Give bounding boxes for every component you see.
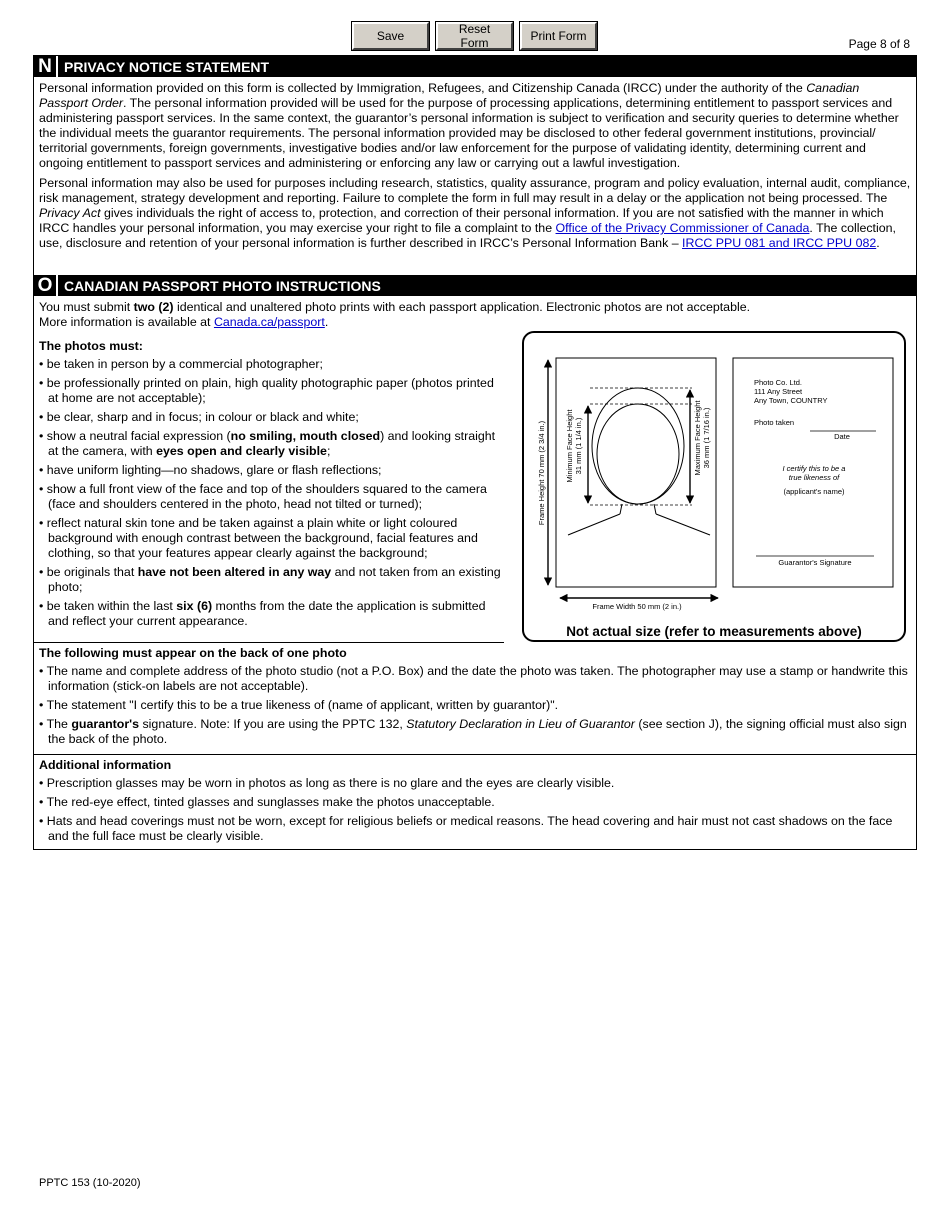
date-label: Date (834, 432, 850, 441)
list-item: • The guarantor's signature. Note: If you are using the PPTC 132, Statutory Declaration in Lieu of Guarantor (see section J), the signing official must also sign the back of the photo. (39, 717, 911, 747)
divider (34, 642, 504, 643)
photo-diagram (522, 331, 906, 642)
privacy-notice (34, 77, 916, 256)
section-title: PRIVACY NOTICE STATEMENT (64, 58, 270, 75)
certify-line-2: true likeness of (788, 473, 840, 482)
back-requirements-title: The following must appear on the back of one photo (39, 646, 347, 660)
list-item: • be clear, sharp and in focus; in colour or black and white; (39, 410, 504, 425)
list-item: • show a neutral facial expression (no smiling, mouth closed) and looking straight at the camera, with eyes open and clearly visible; (39, 429, 504, 459)
frame-width-label: Frame Width 50 mm (2 in.) (592, 602, 682, 611)
section-title: CANADIAN PASSPORT PHOTO INSTRUCTIONS (64, 277, 381, 294)
studio-town: Any Town, COUNTRY (754, 396, 828, 405)
list-item: • The name and complete address of the photo studio (not a P.O. Box) and the date the photo was taken. The photographer may use a stamp or handwrite this information (stick-on labels are not acceptable). (39, 664, 911, 694)
form-page (33, 55, 917, 850)
ircc-ppu-link[interactable]: IRCC PPU 081 and IRCC PPU 082 (682, 236, 877, 250)
max-face-value: 36 mm (1 7/16 in.) (702, 407, 711, 469)
certify-line-1: I certify this to be a (782, 464, 846, 473)
save-button[interactable]: Save (352, 22, 429, 50)
list-item: • reflect natural skin tone and be taken against a plain white or light coloured background with enough contrast between the background, facial features and clothing, so that your features appear clearly against the background; (39, 516, 504, 561)
list-item: • have uniform lighting—no shadows, glare or flash reflections; (39, 463, 504, 478)
section-letter: O (34, 275, 58, 296)
studio-street: 111 Any Street (754, 387, 803, 396)
additional-information-title: Additional information (39, 758, 172, 772)
studio-name: Photo Co. Ltd. (754, 378, 802, 387)
additional-information (39, 758, 911, 844)
section-n-header (34, 56, 916, 77)
max-face-oval (592, 388, 684, 504)
form-toolbar (352, 22, 597, 50)
back-of-photo-requirements (39, 646, 911, 747)
photo-requirements (39, 339, 504, 629)
reset-form-button[interactable]: Reset Form (436, 22, 513, 50)
list-item: • Prescription glasses may be worn in photos as long as there is no glare and the eyes are clearly visible. (39, 776, 911, 791)
requirements-title: The photos must: (39, 339, 143, 353)
list-item: • be originals that have not been altered in any way and not taken from an existing photo; (39, 565, 504, 595)
guarantor-signature-label: Guarantor's Signature (778, 558, 852, 567)
list-item: • The statement "I certify this to be a true likeness of (name of applicant, written by guarantor)". (39, 698, 911, 713)
list-item: • be professionally printed on plain, high quality photographic paper (photos printed at home are not acceptable); (39, 376, 504, 406)
min-face-label: Minimum Face Height (565, 409, 574, 483)
divider (34, 754, 916, 755)
applicant-name-label: (applicant's name) (783, 487, 845, 496)
print-form-button[interactable]: Print Form (520, 22, 597, 50)
diagram-caption: Not actual size (refer to measurements above) (566, 624, 862, 639)
list-item: • be taken within the last six (6) months from the date the application is submitted and reflect your current appearance. (39, 599, 504, 629)
frame-height-label: Frame Height 70 mm (2 3/4 in.) (537, 420, 546, 526)
list-item: • Hats and head coverings must not be worn, except for religious beliefs or medical reasons. The head covering and hair must not cast shadows on the face and the full face must be clearly visible. (39, 814, 911, 844)
privacy-commissioner-link[interactable]: Office of the Privacy Commissioner of Canada (555, 221, 810, 235)
min-face-oval (597, 404, 679, 504)
section-o-header (34, 275, 916, 296)
page-number: Page 8 of 8 (848, 37, 910, 51)
list-item: • show a full front view of the face and top of the shoulders squared to the camera (face and shoulders centered in the photo, head not tilted or turned); (39, 482, 504, 512)
list-item: • The red-eye effect, tinted glasses and sunglasses make the photos unacceptable. (39, 795, 911, 810)
privacy-paragraph-1: Personal information provided on this form is collected by Immigration, Refugees, and Citizenship Canada (IRCC) under the authority of the Canadian Passport Order. The personal information provided will be used for the purpose of processing applications, determining entitlement to passport services and administering passport services. In the same context, the guarantor’s personal information is subject to verification and security queries to determine whether the individual meets the guarantor requirements. The personal information provided may be disclosed to other federal government institutions, provincial/ territorial governments, foreign governments, investigative bodies and/or law enforcement for the purpose of validating identity, determining current and ongoing entitlement to passport services and administering or enforcing any law or carrying out a lawful investigation. (39, 81, 899, 170)
list-item: • be taken in person by a commercial photographer; (39, 357, 504, 372)
form-number-footer: PPTC 153 (10-2020) (39, 1177, 141, 1189)
photo-intro: You must submit two (2) identical and unaltered photo prints with each passport application. Electronic photos are not acceptable. More information is available at Canada.ca/passport. (39, 300, 751, 329)
privacy-paragraph-2: Personal information may also be used for purposes including research, statistics, quality assurance, program and policy evaluation, internal audit, compliance, risk management, strategy development and reporting. Failure to complete the form in full may result in a delay or the application not being processed. The Privacy Act gives individuals the right of access to, protection, and correction of their personal information. If you are not satisfied with the manner in which IRCC handles your personal information, you may exercise your right to file a complaint to the Office of the Privacy Commissioner of Canada. The collection, use, disclosure and retention of your personal information is further described in IRCC’s Personal Information Bank – IRCC PPU 081 and IRCC PPU 082. (39, 176, 911, 250)
section-letter: N (34, 56, 58, 77)
max-face-label: Maximum Face Height (693, 400, 702, 476)
photo-diagram-svg (524, 333, 904, 623)
min-face-value: 31 mm (1 1/4 in.) (574, 417, 583, 475)
photo-taken-label: Photo taken (754, 418, 795, 427)
canada-passport-link[interactable]: Canada.ca/passport (213, 315, 325, 329)
